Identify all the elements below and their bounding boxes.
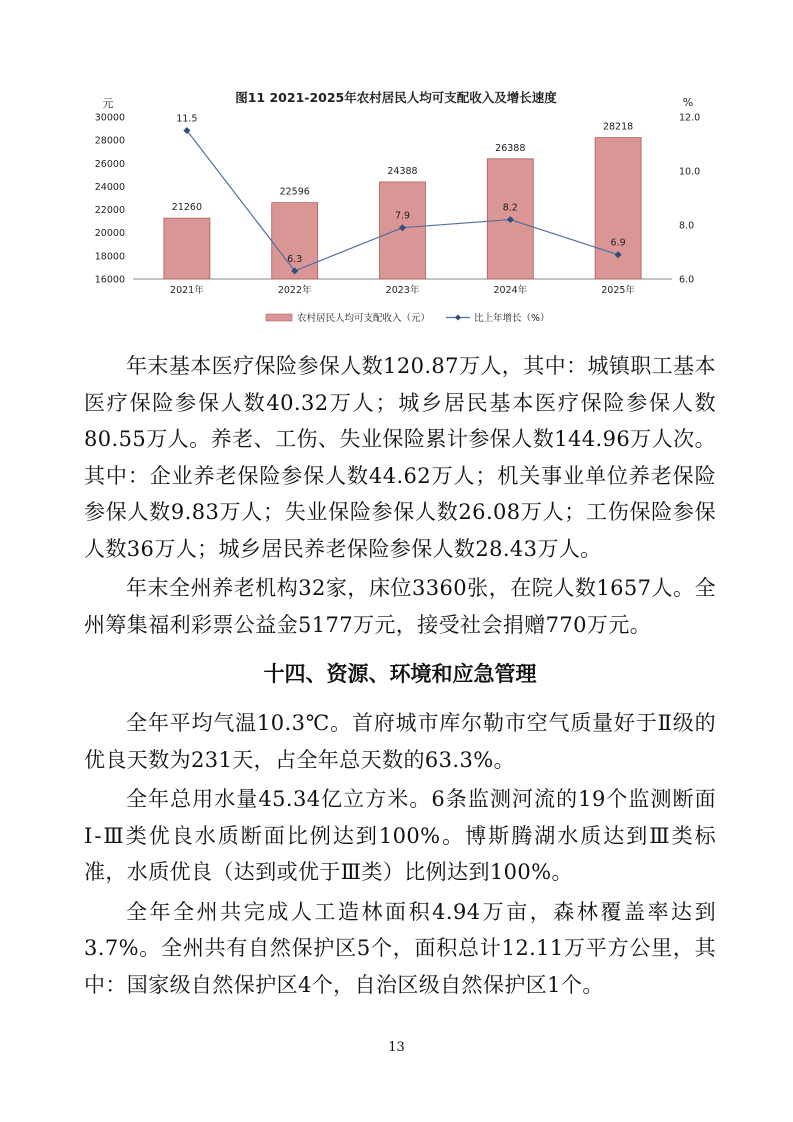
- income-bar-label: 22596: [279, 186, 310, 198]
- right-tick-label: 6.0: [679, 274, 695, 286]
- legend-label-growth: 比上年增长（%）: [474, 313, 550, 324]
- chart-legend: [266, 312, 550, 324]
- growth-label: 7.9: [394, 210, 411, 222]
- left-tick-label: 20000: [94, 228, 125, 240]
- left-tick-label: 22000: [94, 205, 125, 217]
- left-axis-ticks: [95, 113, 125, 286]
- growth-label: 6.9: [610, 237, 626, 249]
- growth-label: 8.2: [502, 202, 518, 214]
- income-bar-label: 26388: [495, 142, 526, 154]
- income-growth-chart: [0, 0, 793, 335]
- income-bar-label: 28218: [602, 121, 634, 133]
- left-tick-label: 26000: [94, 158, 125, 170]
- right-tick-label: 10.0: [679, 166, 701, 178]
- income-bar-label: 21260: [171, 202, 203, 214]
- growth-label: 11.5: [176, 113, 198, 125]
- left-tick-label: 30000: [94, 112, 125, 124]
- income-bars: [164, 138, 641, 279]
- paragraph-forest: 全年全州共完成人工造林面积4.94万亩，森林覆盖率达到3.7%。全州共有自然保护区5个，面积总计12.11万平方公里，其中：国家级自然保护区4个，自治区级自然保护区1个。: [84, 899, 716, 997]
- paragraph-welfare: 年末全州养老机构32家，床位3360张，在院人数1657人。全州筹集福利彩票公益金5177万元，接受社会捐赠770万元。: [84, 576, 716, 637]
- page-number: 13: [388, 1040, 405, 1055]
- x-axis-labels: [170, 284, 635, 296]
- legend-swatch-income: [266, 314, 292, 321]
- legend-marker-growth: [455, 315, 461, 321]
- chart-title: 图11 2021-2025年农村居民人均可支配收入及增长速度: [235, 90, 557, 105]
- section-heading: 十四、资源、环境和应急管理: [263, 662, 537, 686]
- right-tick-label: 12.0: [679, 112, 701, 124]
- x-tick-label: 2023年: [385, 285, 420, 296]
- paragraph-insurance: 年末基本医疗保险参保人数120.87万人，其中：城镇职工基本医疗保险参保人数40.32万人；城乡居民基本医疗保险参保人数80.55万人。养老、工伤、失业保险累计参保人数144.96万人次。其中：企业养老保险参保人数44.62万人；机关事业单位养老保险参保人数9.83万人；失业保险参保人数26.08万人；工伤保险参保人数36万人；城乡居民养老保险参保人数28.43万人。: [84, 354, 716, 561]
- legend-label-income: 农村居民人均可支配收入（元）: [297, 313, 431, 324]
- left-axis-unit: 元: [102, 97, 114, 110]
- income-bar-label: 24388: [387, 165, 418, 177]
- left-tick-label: 18000: [94, 251, 125, 263]
- paragraph-water: 全年总用水量45.34亿立方米。6条监测河流的19个监测断面Ⅰ-Ⅲ类优良水质断面比例达到100%。博斯腾湖水质达到Ⅲ类标准，水质优良（达到或优于Ⅲ类）比例达到100%。: [84, 787, 716, 884]
- left-tick-label: 24000: [94, 181, 125, 193]
- paragraph-weather: 全年平均气温10.3℃。首府城市库尔勒市空气质量好于Ⅱ级的优良天数为231天，占全年总天数的63.3%。: [84, 711, 716, 772]
- left-tick-label: 28000: [94, 135, 125, 147]
- growth-label: 6.3: [287, 253, 303, 265]
- document-body: [84, 348, 716, 1006]
- x-tick-label: 2022年: [277, 285, 312, 296]
- income-bar: [164, 218, 210, 279]
- x-tick-label: 2025年: [601, 285, 635, 296]
- right-axis-unit: %: [682, 96, 694, 109]
- right-tick-label: 8.0: [679, 220, 695, 232]
- x-tick-label: 2021年: [170, 285, 204, 296]
- x-tick-label: 2024年: [493, 285, 528, 296]
- right-axis-ticks: [679, 113, 700, 286]
- left-tick-label: 16000: [94, 274, 125, 286]
